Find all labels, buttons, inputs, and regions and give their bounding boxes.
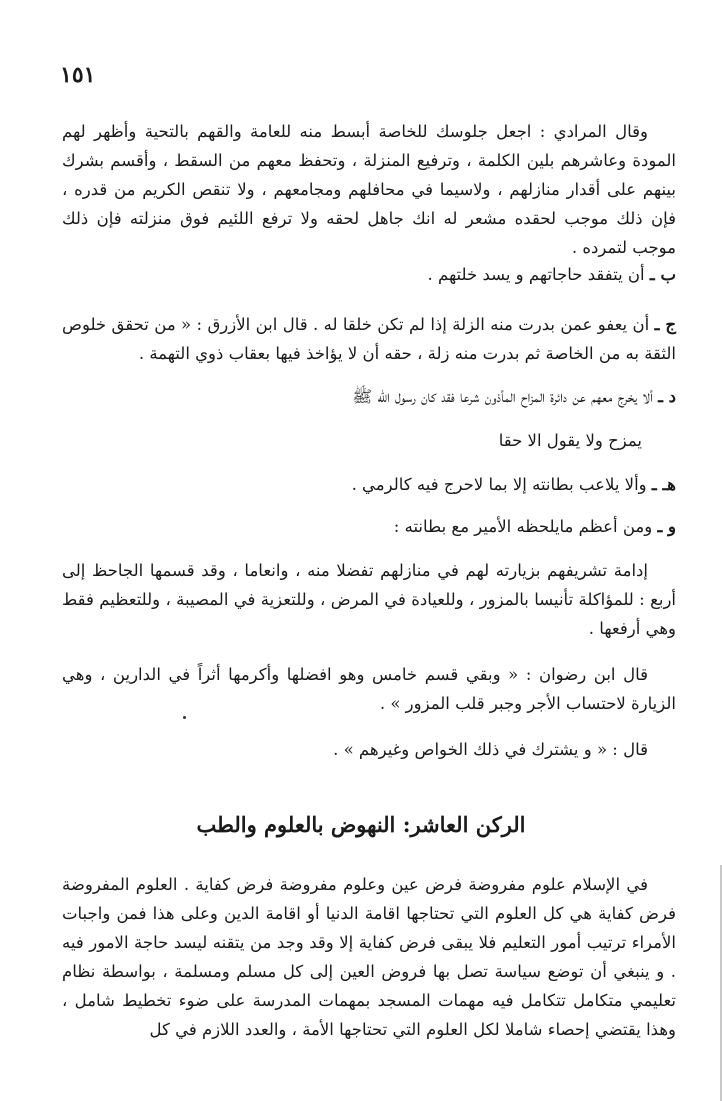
paragraph-text: قال ابن رضوان : « وبقي قسم خامس وهو افضلها وأكرمها أثراً في الدارين ، وهي الزيارة لاحتساب الأجر وجبر قلب المزور » . (62, 665, 676, 713)
paragraph-text: وقال المرادي : اجعل جلوسك للخاصة أبسط منه للعامة والقهم بالتحية وأظهر لهم المودة وعاشرهم بلين الكلمة ، وترفيع المنزلة ، وتحفظ معهم من السقط ، وأقسم بشرك بينهم على أقدار منازلهم ، ولاسيما في محافلهم ومجامعهم ، ولا تنقص الكريم من قدره ، فإن ذلك موجب لحقده مشعر له انك جاهل لحقه ولا ترفع اللئيم فوق منزلته فإن ذلك موجب لتمرده . (62, 122, 676, 257)
paragraph-qal (62, 735, 676, 764)
item-w (62, 512, 676, 541)
item-d-marker: د ـ (658, 387, 676, 406)
scan-speck (183, 716, 186, 719)
item-h-marker: هـ ـ (651, 475, 676, 494)
paragraph-1 (62, 117, 676, 262)
item-h (62, 470, 676, 499)
section-paragraph (62, 870, 676, 1044)
paragraph-text: إدامة تشريفهم بزيارته لهم في منازلهم تفضلا منه ، وانعاما ، وقد قسمها الجاحظ إلى أربع : للمؤاكلة تأنيسا بالمزور ، وللعيادة في المرض ، وللتعزية في المصيبة ، وللتعظيم فقط وهي أرفعها . (62, 561, 676, 638)
page-number: ١٥١ (60, 62, 96, 88)
item-w-text: ومن أعظم مايلحظه الأمير مع بطانته : (393, 517, 658, 536)
item-h-text: وألا يلاعب بطانته إلا بما لاحرج فيه كالرمي . (351, 475, 652, 494)
paragraph-text: قال : « و يشترك في ذلك الخواص وغيرهم » . (333, 740, 648, 759)
item-j (62, 310, 676, 368)
item-w-marker: و ـ (657, 517, 676, 536)
item-b-marker: ب ـ (649, 265, 676, 284)
paragraph-text: في الإسلام علوم مفروضة فرض عين وعلوم مفروضة فرض كفاية . العلوم المفروضة فرض كفاية هي كل العلوم التي تحتاجها اقامة الدنيا أو اقامة الدين وعلى هذا فمن واجبات الأمراء ترتيب أمور التعليم فلا يبقى فرض كفاية إلا وقد وجد من يتقنه ليسد حاجة الامور فيه . و ينبغي أن توضع سياسة تصل بها فروض العين إلى كل مسلم ومسلمة ، بواسطة نظام تعليمي متكامل تتكامل فيه مهمات المسجد بمهمات المدرسة على ضوء تخطيط شامل ، وهذا يقتضي إحصاء شاملا لكل العلوم التي تحتاجها الأمة ، والعدد اللازم في كل (62, 875, 676, 1039)
item-d (62, 382, 676, 411)
paragraph-visits (62, 556, 676, 643)
hadith-line (62, 426, 642, 455)
item-b (62, 260, 676, 289)
hadith-text: يمزح ولا يقول الا حقا (498, 431, 642, 450)
item-d-text: ألا يخرج معهم عن دائرة المزاح المأذون شرعا فقد كان رسول الله ﷺ (352, 387, 659, 406)
paragraph-ibn-radwan (62, 660, 676, 718)
section-heading: الركن العاشر: النهوض بالعلوم والطب (196, 812, 526, 837)
item-j-text: أن يعفو عمن بدرت منه الزلة إذا لم تكن خلقا له . قال ابن الأزرق : « من تحقق خلوص الثقة به من الخاصة ثم بدرت منه زلة ، حقه أن لا يؤاخذ فيها بعقاب ذوي التهمة . (62, 315, 676, 363)
item-b-text: أن يتفقد حاجاتهم و يسد خلتهم . (427, 265, 650, 284)
item-j-marker: ج ـ (654, 315, 676, 334)
